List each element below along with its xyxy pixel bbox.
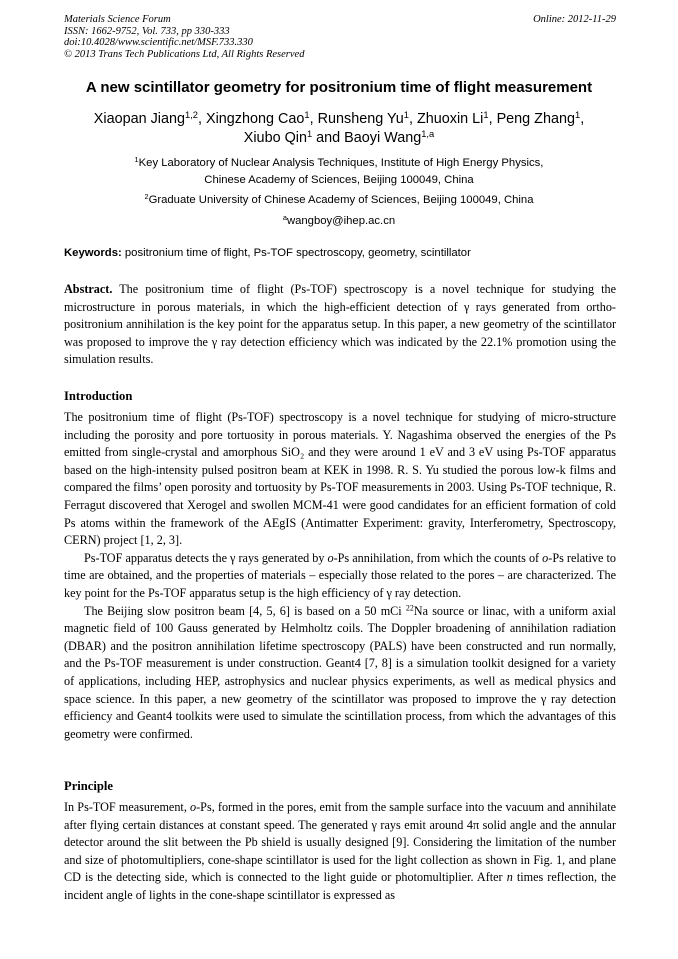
- abstract-text: The positronium time of flight (Ps-TOF) spectroscopy is a novel technique for studying the microstructure in porous materials, in which the high-efficient detection of γ rays generated from ortho-positronium annihilation is the key point for the apparatus setup. In this paper, a new geometry of the scintillator was proposed to improve the γ ray detection efficiency which was indicated by the 22.1% promotion using the simulation results.: [64, 282, 616, 367]
- author-affiliation-mark: 1,a: [421, 128, 435, 139]
- introduction-body: [64, 409, 616, 743]
- affiliation-2: [40, 192, 638, 209]
- text-run: Ps-TOF apparatus detects the γ rays generated by: [84, 550, 328, 565]
- author-name: , Xingzhong Cao: [198, 111, 305, 127]
- text-run: In Ps-TOF measurement,: [64, 800, 191, 814]
- keywords-label: Keywords:: [64, 247, 122, 259]
- author-name: , Peng Zhang: [488, 111, 575, 127]
- author-name: Xiaopan Jiang: [93, 111, 185, 127]
- affiliation-1: [40, 155, 638, 189]
- author-affiliation-mark: 1: [575, 109, 581, 120]
- keywords-text: positronium time of flight, Ps-TOF spectroscopy, geometry, scintillator: [121, 247, 471, 259]
- copyright-line: © 2013 Trans Tech Publications Ltd, All Rights Reserved: [64, 48, 305, 60]
- author-list: [40, 110, 638, 148]
- italic-run: o: [190, 800, 197, 814]
- italic-run: n: [506, 870, 513, 885]
- author-affiliation-mark: 1: [403, 109, 409, 120]
- author-affiliation-mark: 1: [306, 128, 313, 139]
- paper-title: A new scintillator geometry for positronium time of flight measurement: [85, 79, 593, 96]
- affiliation-text: Chinese Academy of Sciences, Beijing 100049, China: [204, 174, 474, 186]
- author-name: , Runsheng Yu: [309, 111, 404, 127]
- author-separator: ,: [580, 111, 585, 127]
- author-name: Xiubo Qin: [243, 130, 307, 146]
- journal-name: Materials Science Forum: [64, 14, 171, 25]
- paragraph: [64, 603, 616, 744]
- email-mark: a: [282, 212, 287, 222]
- affiliation-mark: 2: [144, 191, 149, 201]
- introduction-heading: Introduction: [64, 389, 133, 403]
- affiliation-mark: 1: [134, 154, 139, 164]
- online-date: Online: 2012-11-29: [533, 14, 616, 25]
- text-run: times reflection, the incident angle of lights in the cone-shape scintillator is expressed as: [64, 870, 616, 902]
- author-name: and Baoyi Wang: [312, 130, 422, 146]
- author-affiliation-mark: 1,2: [185, 109, 198, 120]
- affiliation-text: Key Laboratory of Nuclear Analysis Techniques, Institute of High Energy Physics,: [138, 157, 544, 169]
- isotope-superscript: 22: [405, 603, 414, 613]
- italic-run: o: [542, 550, 549, 565]
- issn-line: ISSN: 1662-9752, Vol. 733, pp 330-333: [64, 25, 230, 37]
- text-run: Na source or linac, with a uniform axial magnetic field of 100 Gauss generated by Helmholtz coils. The Doppler broadening of annihilation radiation (DBAR) and the positron annihilation lifetime spectroscopy (PALS) have been constructed and run normally, and the Ps-TOF measurement is under construction. Geant4 [7, 8] is a simulation toolkit designed for a variety of applications, including HEP, astrophysics and nuclear physics experiments, as well as medical physics and space science. In this paper, a new geometry of the scintillator was proposed to improve the γ ray detection efficiency and Geant4 toolkits were used to simulate the scintillation process, from which the advantages of this geometry were confirmed.: [64, 603, 616, 741]
- paragraph: [64, 799, 616, 905]
- text-run: -Ps, formed in the pores, emit from the sample surface into the vacuum and annihilate after flying certain distances at constant speed. The generated γ rays emit around 4π solid angle and the annular detector around the slit between the Pb shield is usually designed [9]. Considering the limitation of the number and size of photomultipliers, cone-shape scintillator is used for the light collection as shown in Fig. 1, and plane CD is the detecting side, which is connected to the light guide or photomultiplier. After: [64, 800, 616, 885]
- corresponding-email: [40, 213, 638, 230]
- author-affiliation-mark: 1: [483, 109, 489, 120]
- author-affiliation-mark: 1: [304, 109, 310, 120]
- paragraph: The positronium time of flight (Ps-TOF) spectroscopy is a novel technique for studying of micro-structure including the porosity and pore tortuosity in porous materials. Y. Nagashima observed the energies of the Ps emitted from single-crystal and amorphous SiO₂ and they were around 1 eV and 3 eV using Ps-TOF apparatus based on the high-intensity pulsed positron beam at KEK in 1998. R. S. Yu studied the porous low-k films and compared the films’ open porosity and tortuosity by Ps-TOF measurements in 2003. Using Ps-TOF technique, R. Ferragut discovered that Xerogel and swollen MCM-41 were good candidates for an efficient formation of cold Ps atoms within the framework of the AEgIS (Antimatter Experiment: gravity, Interferometry, Spectroscopy, CERN) project [1, 2, 3].: [64, 410, 616, 548]
- keywords: [64, 247, 616, 259]
- doi-line: doi:10.4028/www.scientific.net/MSF.733.330: [64, 37, 253, 49]
- text-run: The Beijing slow positron beam [4, 5, 6] is based on a 50 mCi: [84, 603, 406, 618]
- email-address[interactable]: wangboy@ihep.ac.cn: [286, 215, 396, 227]
- affiliation-text: Graduate University of Chinese Academy of Sciences, Beijing 100049, China: [148, 194, 534, 206]
- text-run: -Ps relative to time are obtained, and the properties of materials – especially those related to the pores – are characterized. The key point for the Ps-TOF apparatus setup is the high efficiency of γ ray detection.: [64, 550, 616, 600]
- author-name: , Zhuoxin Li: [408, 111, 484, 127]
- principle-heading: Principle: [64, 779, 113, 793]
- abstract: [64, 281, 616, 369]
- paragraph: [64, 550, 616, 603]
- journal-header: [64, 14, 616, 60]
- italic-run: o: [327, 550, 334, 565]
- principle-body: [64, 799, 616, 905]
- text-run: -Ps annihilation, from which the counts of: [333, 550, 543, 565]
- abstract-label: Abstract.: [64, 282, 113, 296]
